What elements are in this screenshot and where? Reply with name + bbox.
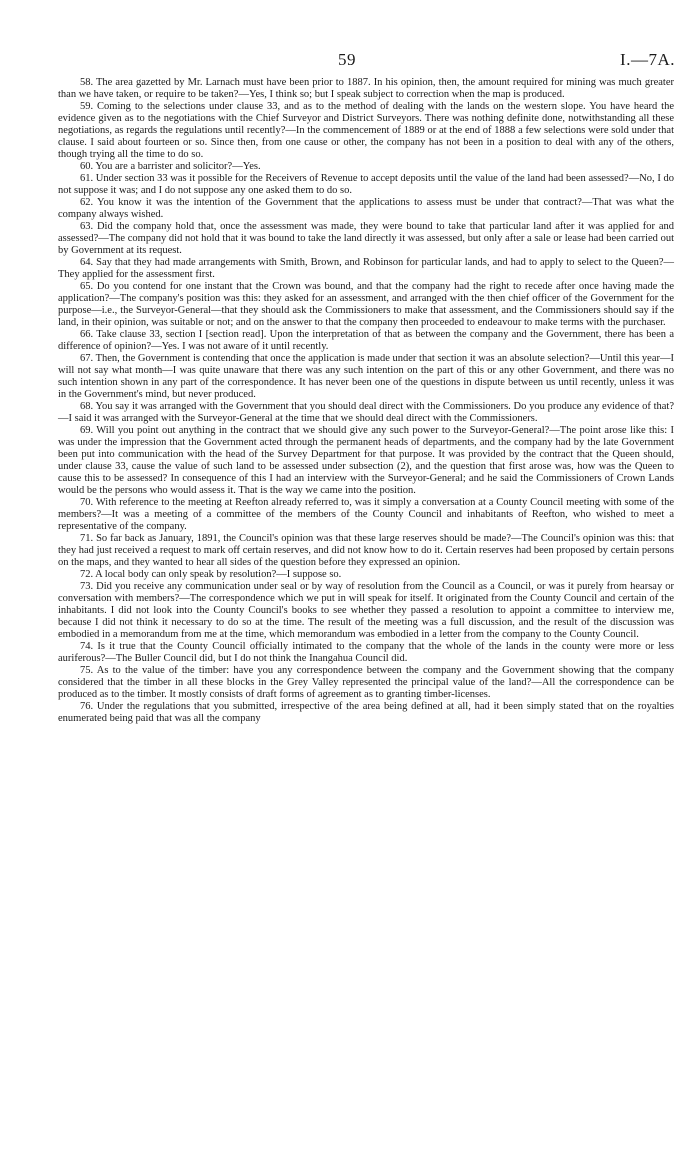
document-body xyxy=(58,77,674,725)
page-number: 59 xyxy=(338,50,356,69)
paragraph: 67. Then, the Government is contending that once the application is made under that section it was an absolute selection?—Until this year—I will not say what month—I was quite unaware that there was any such intention on the part of this or any other Government, and there was no such intention shown in any part of the correspondence. It has never been one of the questions in dispute between us until recently, unless it was in the Government's mind, but never produced. xyxy=(58,353,674,400)
paragraph: 73. Did you receive any communication under seal or by way of resolution from the Council as a Council, or was it purely from hearsay or conversation with members?—The correspondence which we put in will speak for itself. It originated from the County Council and certain of the inhabitants. I did not look into the County Council's books to see whether they passed a resolution to appoint a committee to interview me, because I did not think it necessary to do so at the time. The result of the meeting was a full discussion, and the result of the discussion was embodied in a memorandum from me at the time, which memorandum was embodied in a letter from the company to the County Council. xyxy=(58,581,674,640)
document-reference: I.—7A. xyxy=(620,50,675,69)
paragraph: 61. Under section 33 was it possible for the Receivers of Revenue to accept deposits until the value of the land had been assessed?—No, I do not suppose it was; and I do not suppose any one asked them to do so. xyxy=(58,173,674,196)
paragraph: 63. Did the company hold that, once the assessment was made, they were bound to take that particular land after it was applied for and assessed?—The company did not hold that it was bound to take the land directly it was assessed, but only after a sale or lease had been carried out by Government at its request. xyxy=(58,221,674,256)
paragraph: 68. You say it was arranged with the Government that you should deal direct with the Commissioners. Do you produce any evidence of that?—I said it was arranged with the Surveyor-General at the time that we should deal direct with the Commissioners. xyxy=(58,401,674,424)
paragraph: 74. Is it true that the County Council officially intimated to the company that the whole of the lands in the county were more or less auriferous?—The Buller Council did, but I do not think the Inangahua Council did. xyxy=(58,641,674,664)
paragraph: 69. Will you point out anything in the contract that we should give any such power to the Surveyor-General?—The point arose like this: I was under the impression that the Government acted through the permanent heads of departments, and the company had by the late Government been put into communication with the head of the Survey Department for that purpose. It was provided by the contract that the Queen should, under clause 33, cause the value of such land to be assessed under subsection (2), and the question that first arose was, how was the Queen to cause this to be assessed? In consequence of this I had an interview with the Surveyor-General; and he said the Commissioners of Crown Lands would be the persons who would assess it. That is the way we came into the position. xyxy=(58,425,674,496)
page-header xyxy=(0,50,700,74)
paragraph: 62. You know it was the intention of the Government that the applications to assess must be under that contract?—That was what the company always wished. xyxy=(58,197,674,220)
paragraph: 65. Do you contend for one instant that the Crown was bound, and that the company had the right to recede after once having made the application?—The company's position was this: they asked for an assessment, and arranged with the then chief officer of the Government for the purpose—i.e., the Surveyor-General—that they should ask the Commissioners to make that assessment, and the Commissioners should say if the land, in their opinion, was suitable or not; and on the answer to that the company then proceeded to endeavour to make terms with the purchaser. xyxy=(58,281,674,328)
paragraph: 75. As to the value of the timber: have you any correspondence between the company and the Government showing that the company considered that the timber in all these blocks in the Grey Valley represented the principal value of the land?—All the correspondence can be produced as to the timber. It mostly consists of draft forms of agreement as to granting timber-licenses. xyxy=(58,665,674,700)
paragraph: 60. You are a barrister and solicitor?—Yes. xyxy=(80,161,261,172)
paragraph: 76. Under the regulations that you submitted, irrespective of the area being defined at all, had it been simply stated that on the royalties enumerated being paid that was all the company xyxy=(58,701,674,724)
paragraph: 58. The area gazetted by Mr. Larnach must have been prior to 1887. In his opinion, then, the amount required for mining was much greater than we have taken, or require to be taken?—Yes, I think so; but I speak subject to correction when the map is produced. xyxy=(58,77,674,100)
paragraph: 59. Coming to the selections under clause 33, and as to the method of dealing with the lands on the western slope. You have heard the evidence given as to the negotiations with the Chief Surveyor and District Surveyors. There was nothing definite done, notwithstanding all these negotiations, as regards the regulations until recently?—In the commencement of 1889 or at the end of 1888 a few selections were sold under that clause. I said about fourteen or so. Since then, from one cause or other, the company has not been in a position to deal with any of the others, though trying all the time to do so. xyxy=(58,101,674,160)
paragraph: 70. With reference to the meeting at Reefton already referred to, was it simply a conversation at a County Council meeting with some of the members?—It was a meeting of a committee of the members of the County Council and inhabitants of Reefton, who wished to meet a representative of the company. xyxy=(58,497,674,532)
paragraph: 72. A local body can only speak by resolution?—I suppose so. xyxy=(80,569,342,580)
paragraph: 66. Take clause 33, section I [section read]. Upon the interpretation of that as between the company and the Government, there has been a difference of opinion?—Yes. I was not aware of it until recently. xyxy=(58,329,674,352)
paragraph: 64. Say that they had made arrangements with Smith, Brown, and Robinson for particular lands, and had to apply to select to the Queen?—They applied for the assessment first. xyxy=(58,257,674,280)
paragraph: 71. So far back as January, 1891, the Council's opinion was that these large reserves should be made?—The Council's opinion was this: that they had just received a request to mark off certain reserves, and did not know how to do it. Certain reserves had been proposed by certain persons on the maps, and they wanted to hear all sides of the question before they expressed an opinion. xyxy=(58,533,674,568)
